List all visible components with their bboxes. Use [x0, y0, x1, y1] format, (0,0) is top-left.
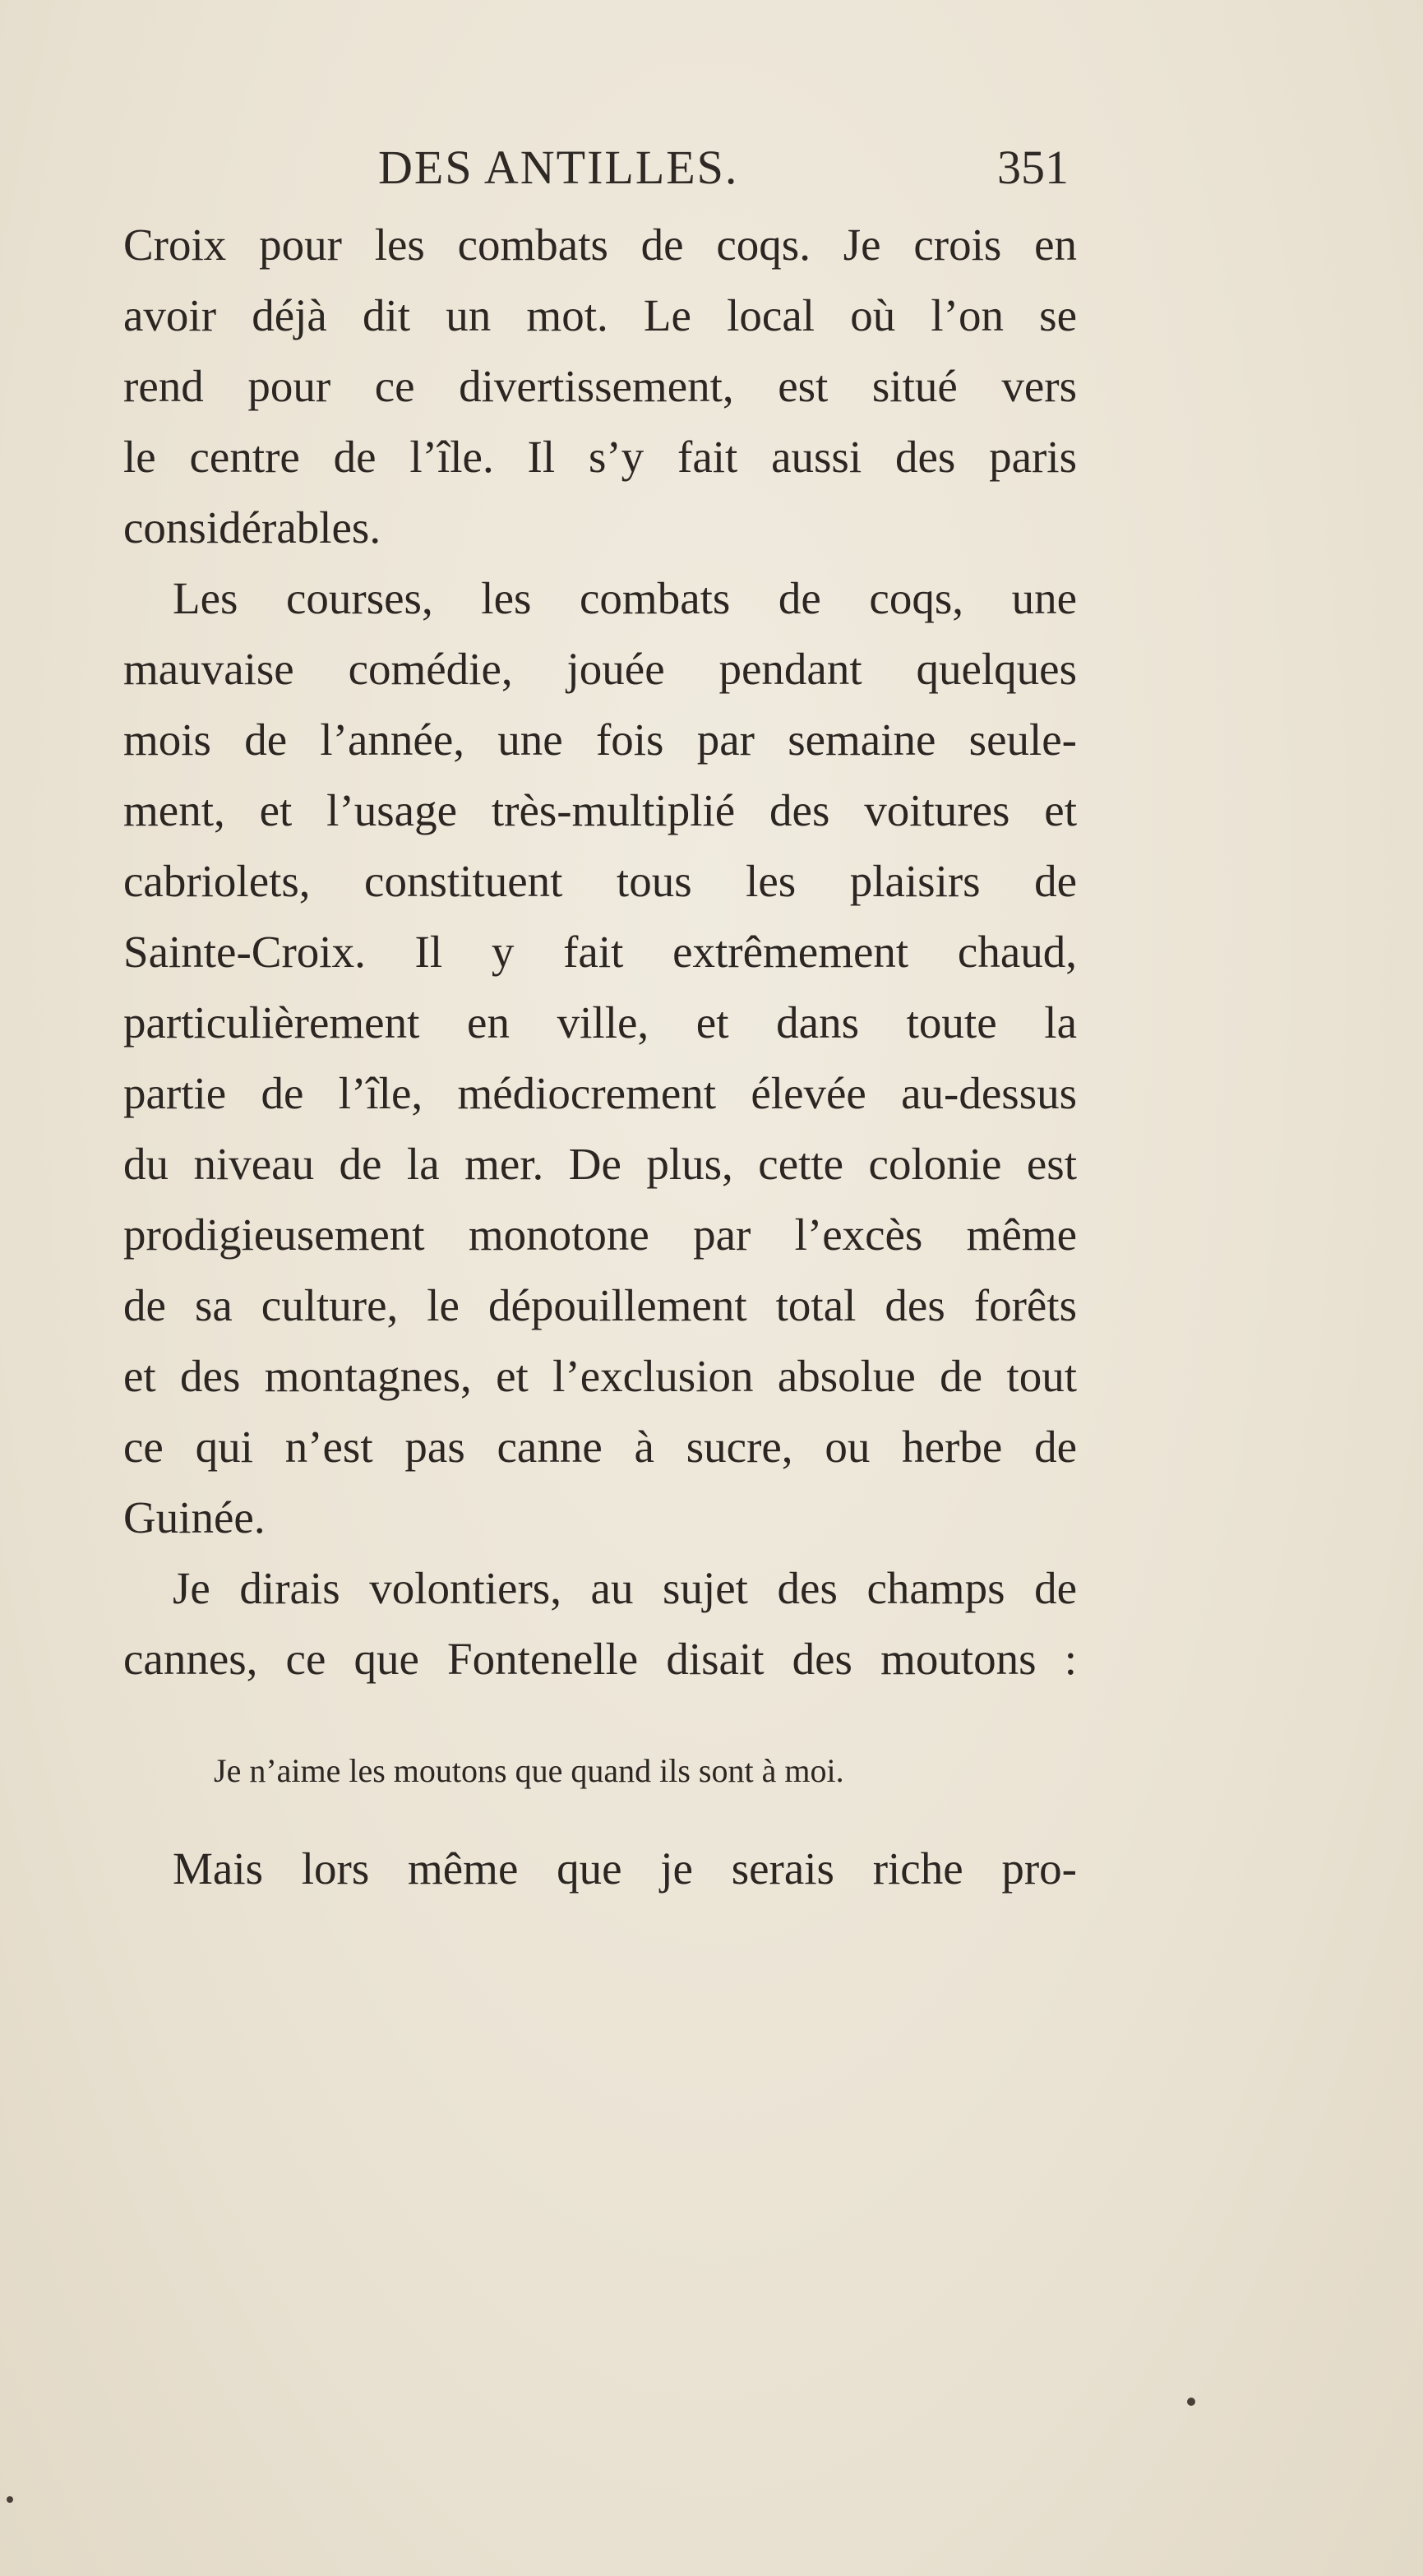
text-line: cannes, ce que Fontenelle disait des moutons : — [123, 1634, 1077, 1684]
text-line: Guinée. — [123, 1492, 266, 1542]
text-line: du niveau de la mer. De plus, cette colonie est — [123, 1139, 1077, 1189]
page-number: 351 — [997, 141, 1069, 194]
text-line: de sa culture, le dépouillement total des forêts — [123, 1280, 1077, 1330]
text-line: le centre de l’île. Il s’y fait aussi des paris — [123, 432, 1077, 482]
body-text-continued — [123, 1834, 1077, 1904]
text-line: Croix pour les combats de coqs. Je crois en — [123, 220, 1077, 270]
text-line: particulièrement en ville, et dans toute la — [123, 997, 1077, 1048]
text-line: ce qui n’est pas canne à sucre, ou herbe de — [123, 1422, 1077, 1472]
text-line: Mais lors même que je serais riche pro- — [173, 1843, 1077, 1894]
text-line: cabriolets, constituent tous les plaisirs de — [123, 856, 1077, 906]
text-line: partie de l’île, médiocrement élevée au-dessus — [123, 1068, 1077, 1118]
text-line: mauvaise comédie, jouée pendant quelques — [123, 644, 1077, 694]
text-line: et des montagnes, et l’exclusion absolue de tout — [123, 1351, 1077, 1401]
text-line: avoir déjà dit un mot. Le local où l’on se — [123, 290, 1077, 340]
page-header — [378, 140, 1069, 206]
text-line: rend pour ce divertissement, est situé vers — [123, 361, 1077, 411]
text-line: mois de l’année, une fois par semaine seule- — [123, 715, 1077, 765]
running-head: DES ANTILLES. — [378, 141, 739, 194]
paper-speck — [1187, 2398, 1195, 2406]
paper-speck — [7, 2496, 13, 2503]
text-line: Je dirais volontiers, au sujet des champs de — [173, 1563, 1077, 1613]
text-line: Les courses, les combats de coqs, une — [173, 573, 1077, 623]
text-line: considérables. — [123, 502, 381, 553]
text-line: prodigieusement monotone par l’excès même — [123, 1209, 1077, 1260]
text-line: ment, et l’usage très-multiplié des voitures et — [123, 785, 1077, 835]
text-line: Sainte-Croix. Il y fait extrêmement chaud, — [123, 927, 1077, 977]
verse-quotation: Je n’aime les moutons que quand ils sont à moi. — [214, 1752, 844, 1789]
body-text — [123, 210, 1077, 1695]
